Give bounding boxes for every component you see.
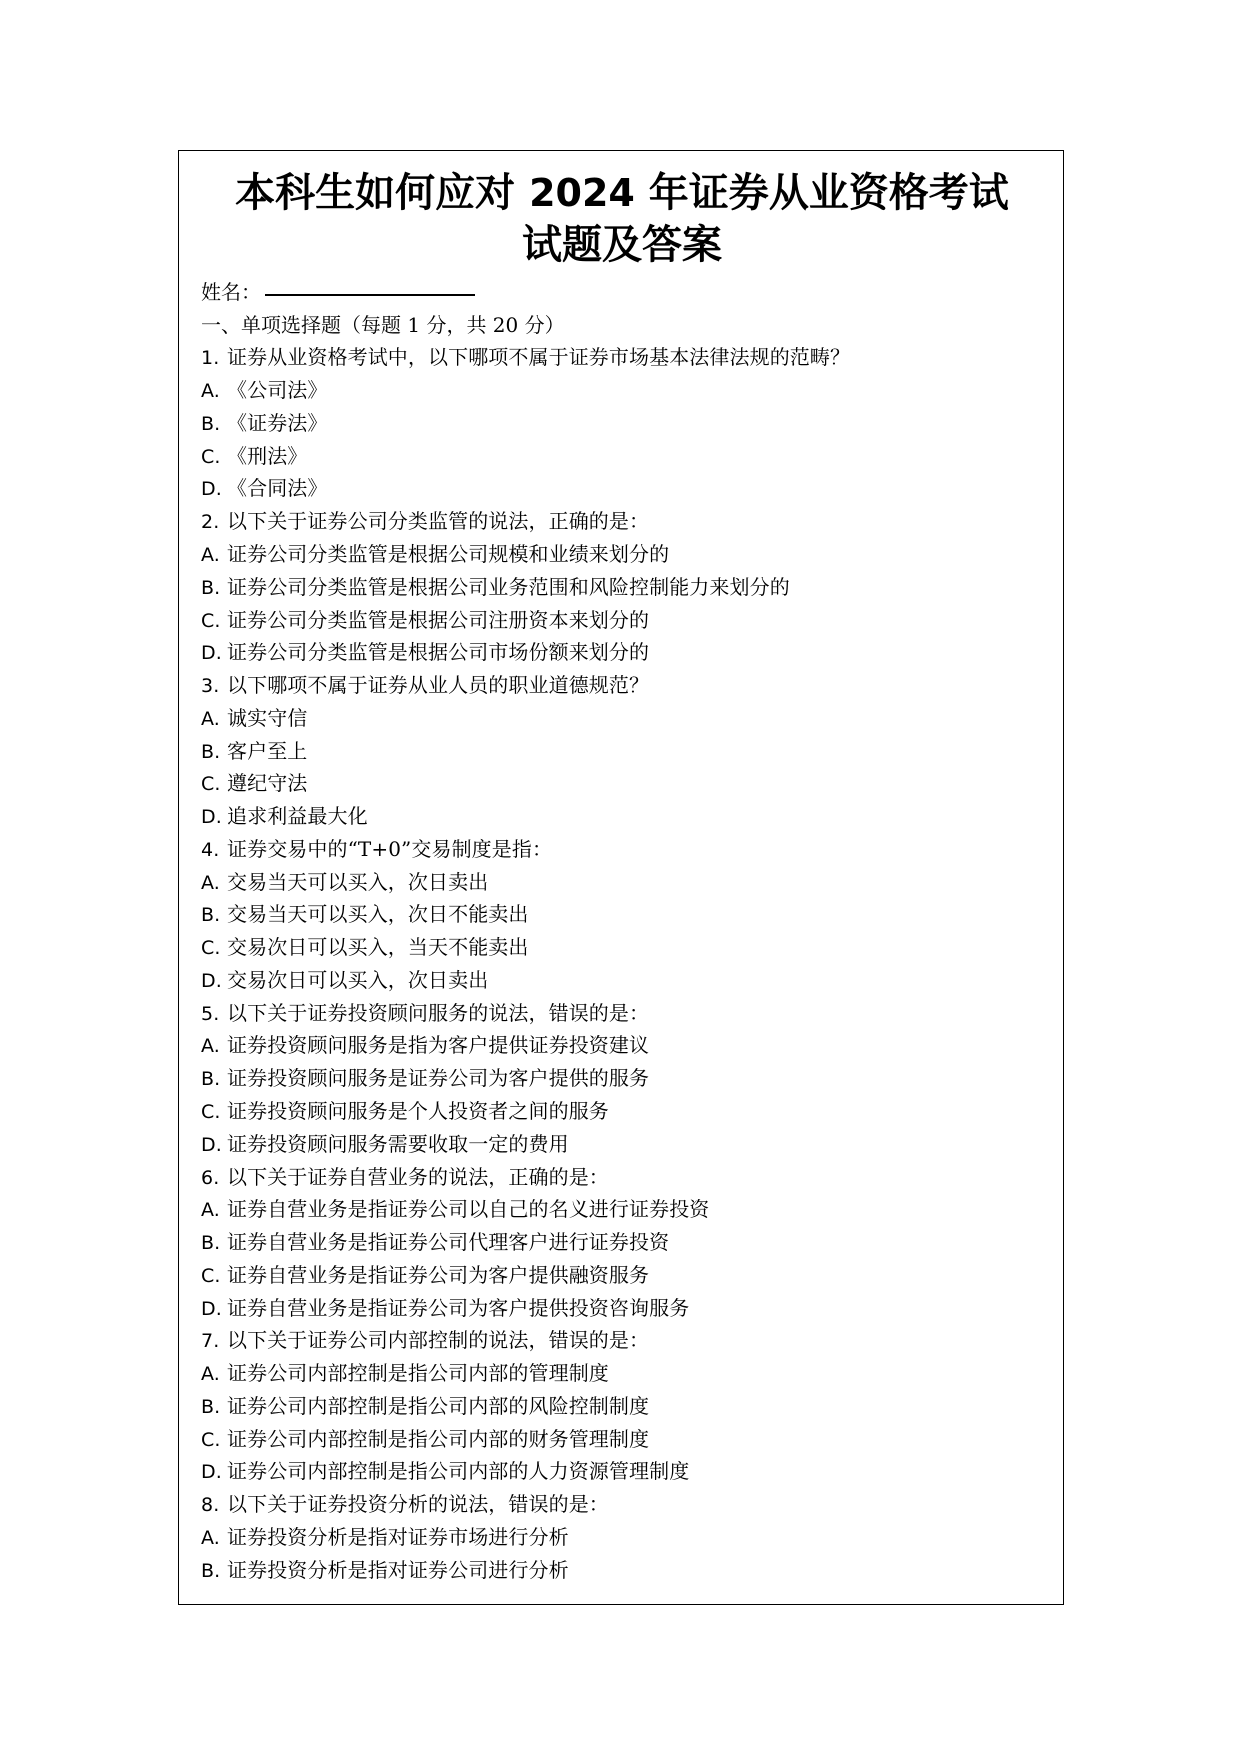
question-stem	[201, 341, 1043, 374]
option-marker: C.	[201, 445, 221, 468]
option-marker: C.	[201, 1428, 221, 1451]
page-title-prefix: 本科生如何应对	[235, 169, 530, 216]
question-number: 8.	[201, 1494, 220, 1517]
option-row[interactable]	[201, 1390, 1043, 1423]
option-text: 证券投资顾问服务是个人投资者之间的服务	[227, 1099, 609, 1123]
option-row[interactable]	[201, 767, 1043, 800]
option-row[interactable]	[201, 374, 1043, 407]
question-text: 以下关于证券投资顾问服务的说法，错误的是：	[227, 1000, 650, 1025]
option-marker: B.	[201, 1068, 221, 1091]
option-row[interactable]	[201, 1259, 1043, 1292]
question-stem	[201, 1324, 1043, 1357]
option-text: 证券公司内部控制是指公司内部的财务管理制度	[227, 1426, 650, 1451]
option-text: 交易当天可以买入，次日不能卖出	[227, 902, 529, 927]
option-row[interactable]	[201, 1292, 1043, 1325]
option-row[interactable]	[201, 1062, 1043, 1095]
question-text: 以下关于证券投资分析的说法，错误的是：	[227, 1492, 609, 1517]
option-text: 《刑法》	[227, 443, 308, 468]
option-row[interactable]	[201, 604, 1043, 637]
option-marker: A.	[201, 1035, 220, 1058]
question-stem	[201, 1488, 1043, 1521]
option-row[interactable]	[201, 800, 1043, 833]
option-text: 证券投资分析是指对证券市场进行分析	[227, 1524, 569, 1549]
option-row[interactable]	[201, 472, 1043, 505]
option-row[interactable]	[201, 931, 1043, 964]
question-number: 7.	[201, 1330, 220, 1353]
option-row[interactable]	[201, 866, 1043, 899]
question-text: 以下关于证券自营业务的说法，正确的是：	[227, 1164, 609, 1189]
option-marker: C.	[201, 609, 221, 632]
option-marker: C.	[201, 1264, 221, 1287]
option-marker: D.	[201, 1133, 222, 1156]
option-text: 证券自营业务是指证券公司以自己的名义进行证券投资	[227, 1197, 710, 1222]
name-field-row	[201, 277, 1043, 307]
option-marker: A.	[201, 707, 220, 730]
question-text: 以下哪项不属于证券从业人员的职业道德规范？	[227, 673, 650, 698]
option-marker: B.	[201, 1232, 221, 1255]
option-text: 证券公司分类监管是根据公司市场份额来划分的	[227, 640, 650, 665]
option-text: 证券公司分类监管是根据公司业务范围和风险控制能力来划分的	[227, 574, 790, 599]
option-marker: A.	[201, 1526, 220, 1549]
page-title-suffix: 年证券从业资格考试	[634, 169, 1009, 216]
question-number: 2.	[201, 511, 220, 534]
option-marker: C.	[201, 1101, 221, 1123]
option-marker: B.	[201, 412, 221, 435]
option-text: 证券投资顾问服务需要收取一定的费用	[227, 1131, 569, 1156]
option-text: 客户至上	[227, 738, 308, 763]
question-stem	[201, 997, 1043, 1030]
option-text: 交易次日可以买入，当天不能卖出	[227, 935, 529, 960]
question-number: 6.	[201, 1166, 220, 1189]
option-marker: A.	[201, 1363, 220, 1386]
option-marker: A.	[201, 871, 220, 894]
option-row[interactable]	[201, 1128, 1043, 1161]
option-row[interactable]	[201, 1193, 1043, 1226]
option-text: 证券自营业务是指证券公司为客户提供融资服务	[227, 1262, 650, 1287]
option-row[interactable]	[201, 407, 1043, 440]
question-number: 3.	[201, 675, 220, 698]
option-text: 证券公司内部控制是指公司内部的管理制度	[227, 1361, 609, 1386]
option-text: 《合同法》	[227, 476, 328, 501]
option-text: 证券自营业务是指证券公司为客户提供投资咨询服务	[227, 1295, 690, 1320]
option-text: 证券公司内部控制是指公司内部的人力资源管理制度	[227, 1459, 690, 1484]
option-text: 追求利益最大化	[227, 804, 368, 829]
option-row[interactable]	[201, 964, 1043, 997]
option-row[interactable]	[201, 1095, 1043, 1128]
option-marker: A.	[201, 1199, 220, 1222]
question-number: 5.	[201, 1002, 220, 1025]
option-marker: D.	[201, 1297, 222, 1320]
option-row[interactable]	[201, 1357, 1043, 1390]
question-number: 4.	[201, 838, 220, 861]
option-row[interactable]	[201, 636, 1043, 669]
question-text: 以下关于证券公司分类监管的说法，正确的是：	[227, 509, 650, 534]
question-text: 以下关于证券公司内部控制的说法，错误的是：	[227, 1328, 650, 1353]
option-text: 证券公司分类监管是根据公司注册资本来划分的	[227, 607, 650, 632]
question-text: 证券从业资格考试中，以下哪项不属于证券市场基本法律法规的范畴？	[227, 345, 851, 370]
page-title-year: 2024	[529, 171, 635, 215]
option-text: 证券自营业务是指证券公司代理客户进行证券投资	[227, 1230, 670, 1255]
option-marker: D.	[201, 969, 222, 992]
question-number: 1.	[201, 347, 220, 370]
option-row[interactable]	[201, 440, 1043, 473]
questions-list	[201, 341, 1043, 1586]
option-text: 证券公司分类监管是根据公司规模和业绩来划分的	[227, 541, 670, 566]
page-title-line1	[235, 169, 1009, 216]
option-row[interactable]	[201, 1554, 1043, 1587]
page-title-line2: 试题及答案	[522, 221, 722, 268]
option-row[interactable]	[201, 735, 1043, 768]
option-text: 遵纪守法	[227, 771, 308, 796]
option-marker: D.	[201, 478, 222, 501]
option-text: 《证券法》	[227, 410, 328, 435]
option-row[interactable]	[201, 571, 1043, 604]
option-row[interactable]	[201, 1455, 1043, 1488]
option-marker: C.	[201, 937, 221, 960]
name-label: 姓名：	[201, 280, 261, 304]
option-marker: D.	[201, 1461, 222, 1484]
question-text: 证券交易中的“T+0”交易制度是指：	[227, 836, 553, 861]
option-text: 证券投资顾问服务是指为客户提供证券投资建议	[227, 1033, 650, 1058]
exam-content-frame	[178, 150, 1064, 1605]
option-row[interactable]	[201, 1029, 1043, 1062]
option-row[interactable]	[201, 898, 1043, 931]
option-marker: B.	[201, 1395, 221, 1418]
option-marker: B.	[201, 1559, 221, 1582]
option-marker: B.	[201, 904, 221, 927]
option-marker: D.	[201, 806, 222, 829]
question-stem	[201, 505, 1043, 538]
question-stem	[201, 833, 1043, 866]
option-marker: A.	[201, 543, 220, 566]
option-row[interactable]	[201, 702, 1043, 735]
option-marker: D.	[201, 642, 222, 665]
option-row[interactable]	[201, 1521, 1043, 1554]
option-marker: C.	[201, 773, 221, 796]
option-text: 《公司法》	[227, 378, 328, 403]
page-title	[201, 167, 1043, 271]
name-input-blank[interactable]	[265, 294, 475, 296]
section-heading: 一、单项选择题（每题 1 分，共 20 分）	[201, 313, 565, 337]
option-text: 证券投资分析是指对证券公司进行分析	[227, 1557, 569, 1582]
option-row[interactable]	[201, 538, 1043, 571]
option-marker: A.	[201, 380, 220, 403]
option-text: 证券投资顾问服务是证券公司为客户提供的服务	[227, 1066, 650, 1091]
question-stem	[201, 1161, 1043, 1194]
option-text: 诚实守信	[227, 705, 308, 730]
option-row[interactable]	[201, 1226, 1043, 1259]
option-text: 交易次日可以买入，次日卖出	[227, 967, 489, 992]
option-marker: B.	[201, 576, 221, 599]
option-row[interactable]	[201, 1423, 1043, 1456]
option-text: 交易当天可以买入，次日卖出	[227, 869, 489, 894]
option-text: 证券公司内部控制是指公司内部的风险控制制度	[227, 1393, 650, 1418]
question-stem	[201, 669, 1043, 702]
option-marker: B.	[201, 740, 221, 763]
